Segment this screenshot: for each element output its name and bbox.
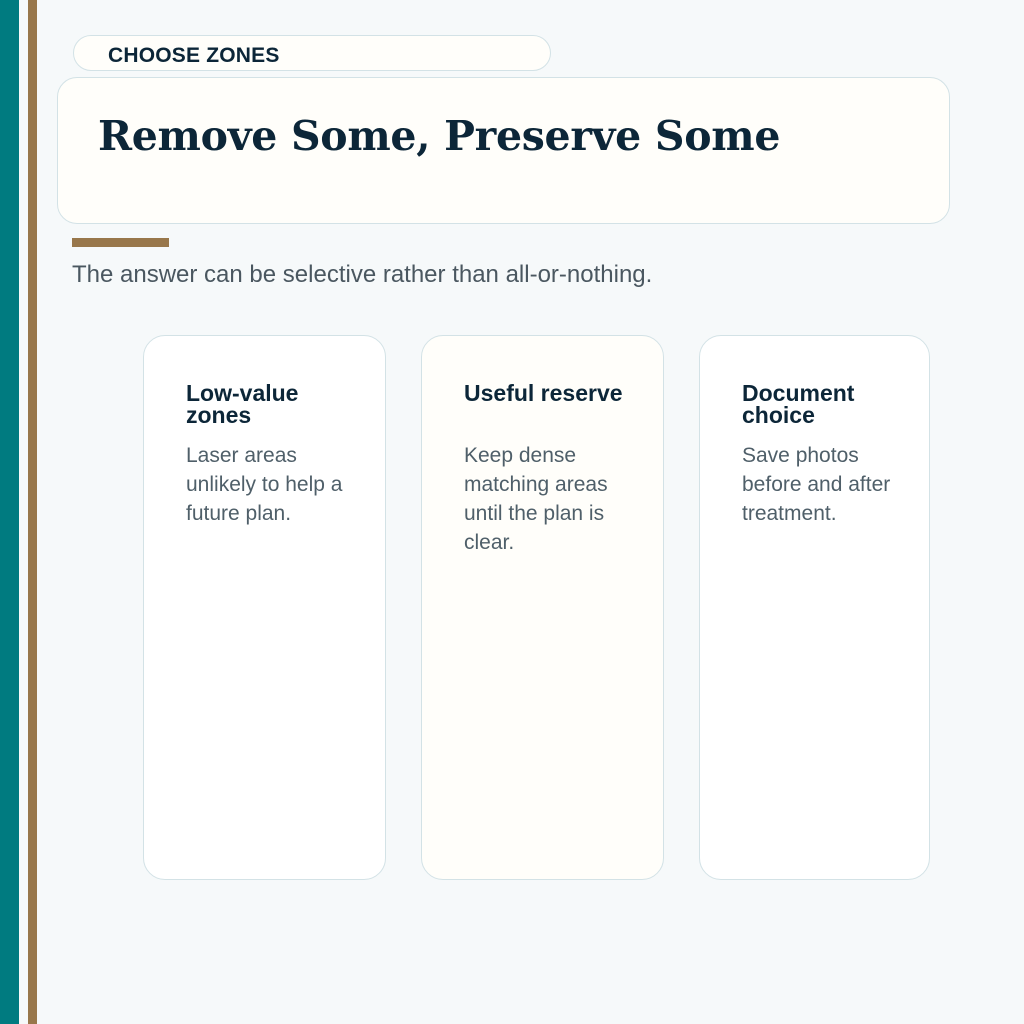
accent-divider (72, 238, 169, 247)
card-heading: Document choice (742, 380, 855, 428)
zone-card-low-value (143, 335, 386, 880)
title-card (57, 77, 950, 224)
left-teal-stripe (0, 0, 19, 1024)
page-title: Remove Some, Preserve Some (98, 112, 781, 160)
section-eyebrow (73, 35, 551, 71)
zone-card-useful-reserve (421, 335, 664, 880)
card-heading: Low-value zones (186, 380, 299, 428)
zone-card-document-choice (699, 335, 930, 880)
card-heading: Useful reserve (464, 380, 623, 406)
left-brown-stripe (28, 0, 37, 1024)
page-subtitle: The answer can be selective rather than all-or-nothing. (72, 261, 653, 288)
card-body: Laser areas unlikely to help a future plan. (186, 444, 343, 525)
card-body: Keep dense matching areas until the plan is clear. (464, 444, 608, 554)
card-body: Save photos before and after treatment. (742, 444, 891, 525)
eyebrow-label: CHOOSE ZONES (108, 44, 280, 67)
